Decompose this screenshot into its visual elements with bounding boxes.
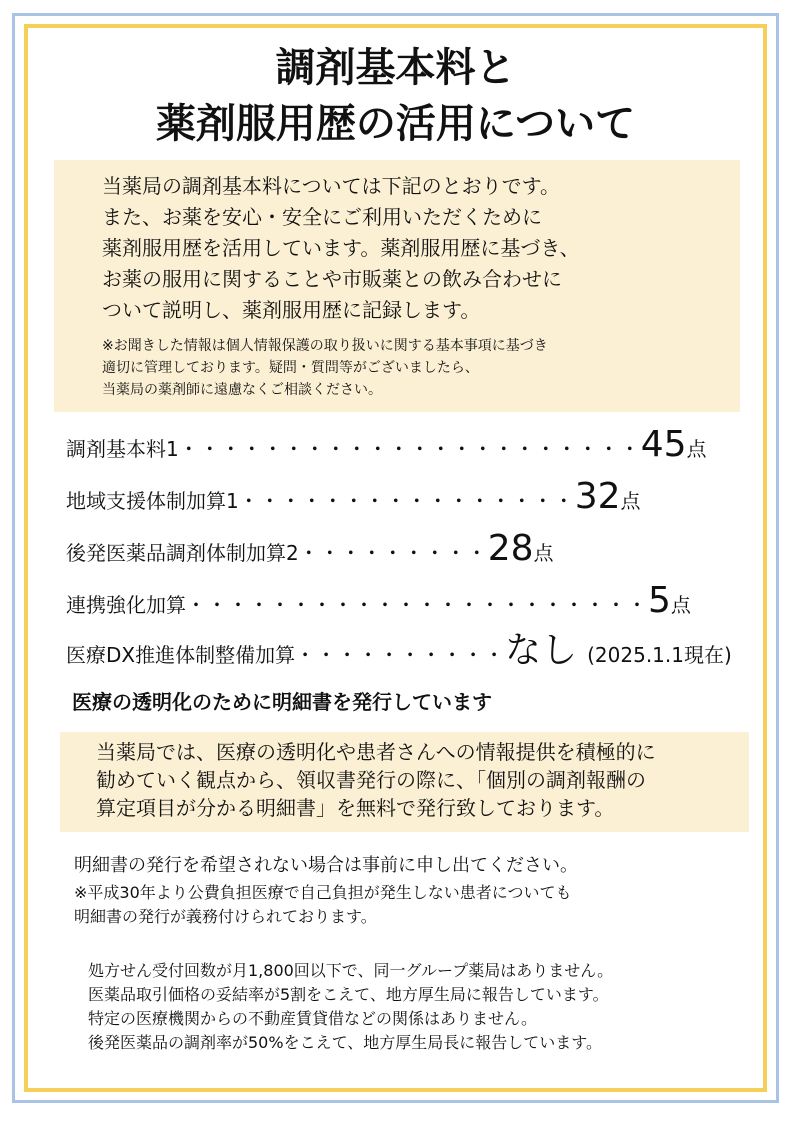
fee-label: 連携強化加算 <box>66 593 186 617</box>
fee-value: 45 <box>640 424 687 465</box>
fee-value: 28 <box>487 528 534 569</box>
page-title-line-1: 調剤基本料と <box>275 45 516 91</box>
fee-unit: 点 <box>686 437 707 461</box>
fee-row-generic-drug <box>66 528 554 569</box>
disclosure-line: 処方せん受付回数が月1,800回以下で、同一グループ薬局はありません。 <box>88 961 614 980</box>
disclosure-line: 特定の医療機関からの不動産賃貸借などの関係はありません。 <box>88 1009 537 1028</box>
intro-text-line: 当薬局の調剤基本料については下記のとおりです。 <box>102 174 560 198</box>
disclosure-line: 医薬品取引価格の妥結率が5割をこえて、地方厚生局に報告しています。 <box>88 985 609 1004</box>
statement-text-line: 算定項目が分かる明細書」を無料で発行致しております。 <box>96 796 615 820</box>
intro-text-line: 薬剤服用歴を活用しています。薬剤服用歴に基づき、 <box>102 236 580 260</box>
fee-as-of-date: (2025.1.1現在) <box>587 643 732 667</box>
fee-label: 地域支援体制加算1 <box>66 489 239 513</box>
opt-out-notice: 明細書の発行を希望されない場合は事前に申し出てください。 <box>74 855 578 876</box>
fee-label: 調剤基本料1 <box>66 437 179 461</box>
fee-unit: 点 <box>620 489 641 513</box>
privacy-note-line: 当薬局の薬剤師に遠慮なくご相談ください。 <box>102 382 382 398</box>
fee-row-basic <box>66 424 707 465</box>
fee-unit: 点 <box>533 541 554 565</box>
fee-row-collaboration <box>66 580 691 621</box>
obligation-note-line: ※平成30年より公費負担医療で自己負担が発生しない患者についても <box>74 883 572 902</box>
statement-text-line: 当薬局では、医療の透明化や患者さんへの情報提供を積極的に <box>96 740 656 764</box>
statement-text-line: 勧めていく観点から、領収書発行の際に、「個別の調剤報酬の <box>96 768 646 792</box>
fee-label: 後発医薬品調剤体制加算2 <box>66 541 299 565</box>
fee-row-regional-support <box>66 476 641 517</box>
fee-label: 医療DX推進体制整備加算 <box>66 643 296 667</box>
fee-leader-dots: ・・・・・・・・・・・・・・・・・・・・・・ <box>186 593 648 617</box>
fee-leader-dots: ・・・・・・・・・・・・・・・・・・・・・・ <box>178 437 641 461</box>
fee-value: 32 <box>574 476 621 517</box>
intro-text-line: お薬の服用に関することや市販薬との飲み合わせに <box>102 267 562 291</box>
obligation-note-line: 明細書の発行が義務付けられております。 <box>74 907 377 926</box>
fee-leader-dots: ・・・・・・・・・・・・・・・・ <box>238 489 575 513</box>
fee-value: 5 <box>648 580 671 621</box>
fee-row-medical-dx <box>66 622 732 673</box>
privacy-note-line: ※お聞きした情報は個人情報保護の取り扱いに関する基本事項に基づき <box>102 338 548 354</box>
privacy-note-line: 適切に管理しております。疑問・質問等がございましたら、 <box>102 360 479 376</box>
intro-text-line: ついて説明し、薬剤服用歴に記録します。 <box>102 298 481 322</box>
statement-heading: 医療の透明化のために明細書を発行しています <box>72 690 492 714</box>
page-title-line-2: 薬剤服用歴の活用について <box>155 101 636 147</box>
fee-leader-dots: ・・・・・・・・・・ <box>295 643 506 667</box>
disclosure-line: 後発医薬品の調剤率が50%をこえて、地方厚生局長に報告しています。 <box>88 1033 602 1052</box>
fee-leader-dots: ・・・・・・・・・ <box>298 541 488 565</box>
fee-value: なし <box>505 630 578 671</box>
intro-text-line: また、お薬を安心・安全にご利用いただくために <box>102 205 542 229</box>
fee-unit: 点 <box>670 593 691 617</box>
